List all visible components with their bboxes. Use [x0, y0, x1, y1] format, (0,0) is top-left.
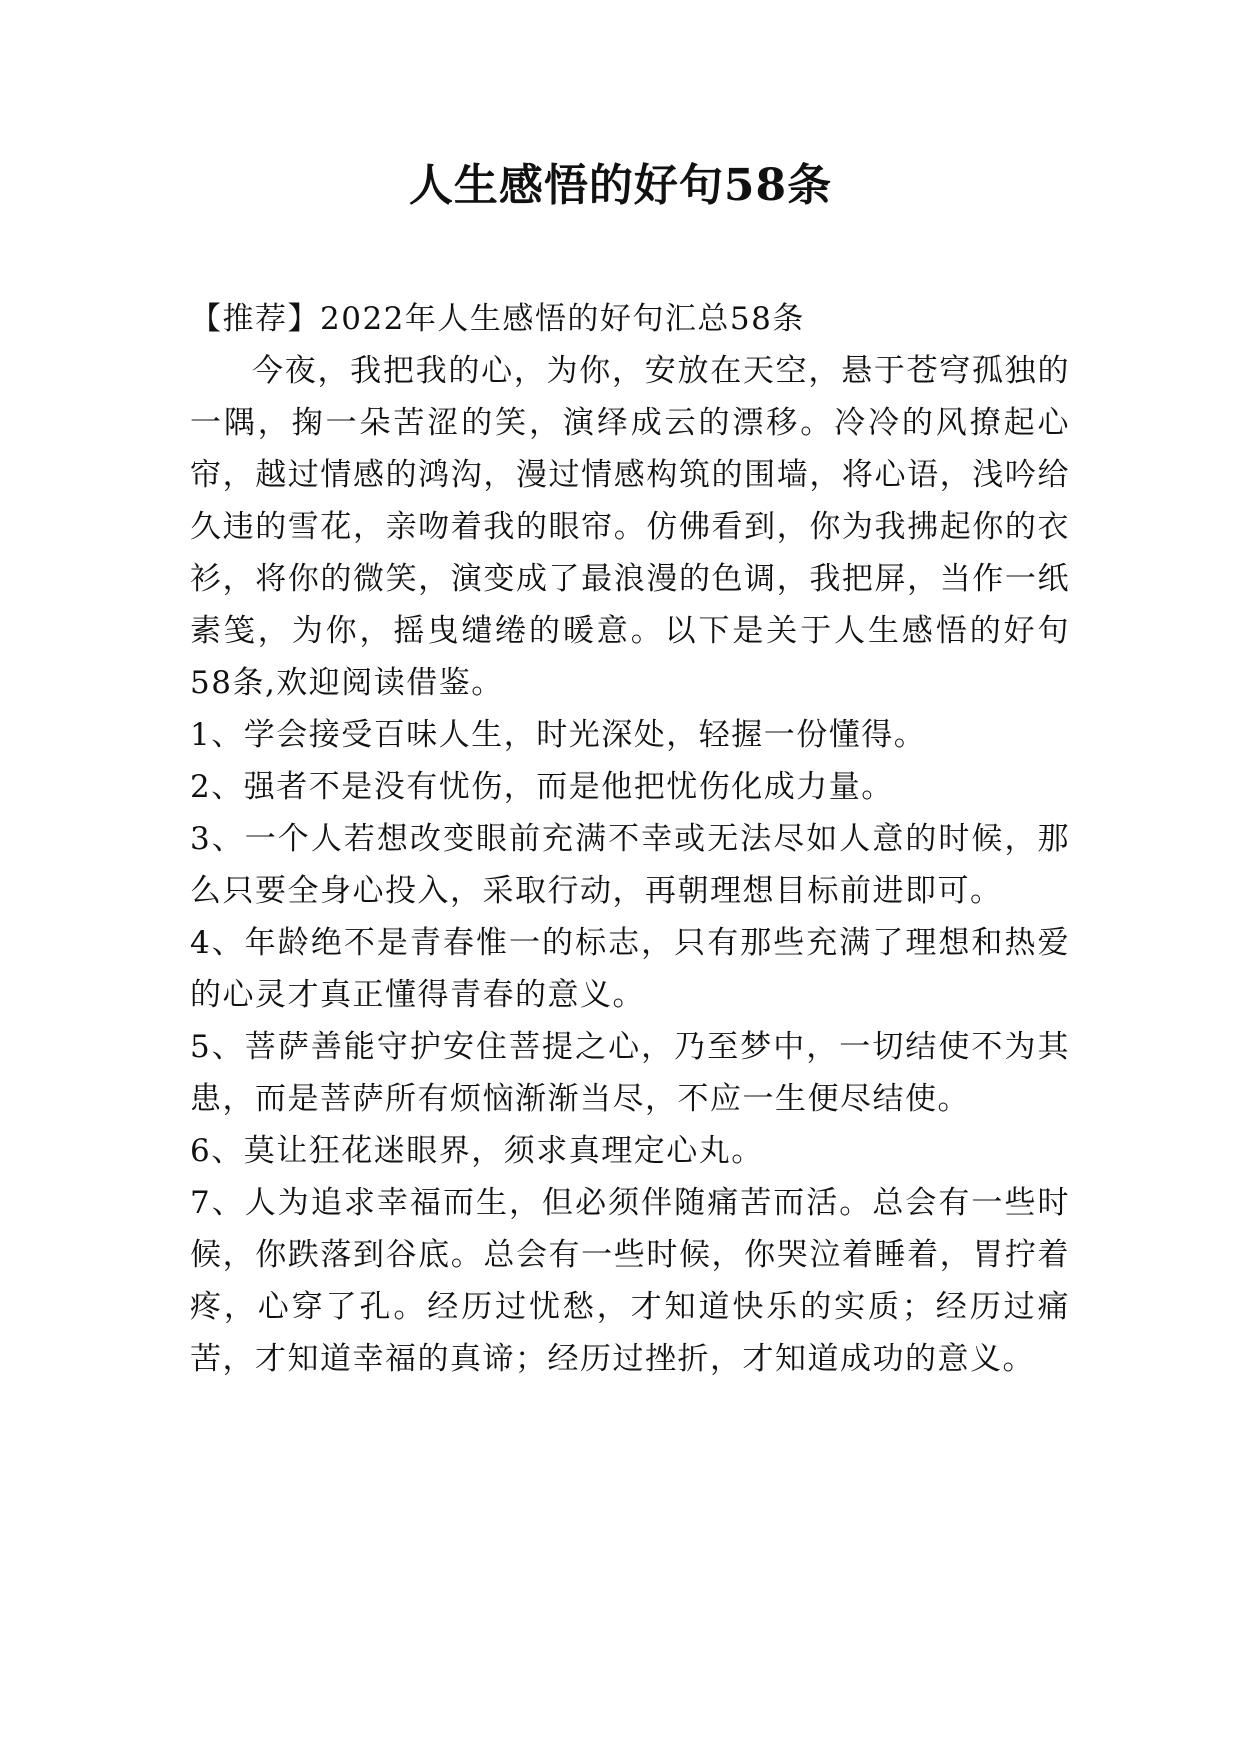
- list-item: 6、莫让狂花迷眼界，须求真理定心丸。: [190, 1133, 764, 1169]
- list-item: 4、年龄绝不是青春惟一的标志，只有那些充满了理想和热爱的心灵才真正懂得青春的意义。: [190, 925, 1070, 1013]
- list-item: 3、一个人若想改变眼前充满不幸或无法尽如人意的时候，那么只要全身心投入，采取行动，再朝理想目标前进即可。: [190, 821, 1070, 909]
- list-item: 5、菩萨善能守护安住菩提之心，乃至梦中，一切结使不为其患，而是菩萨所有烦恼渐渐当尽，不应一生便尽结使。: [190, 1029, 1070, 1117]
- document-title: 人生感悟的好句58条: [408, 160, 833, 211]
- list-item: 2、强者不是没有忧伤，而是他把忧伤化成力量。: [190, 769, 894, 805]
- list-item: 7、人为追求幸福而生，但必须伴随痛苦而活。总会有一些时候，你跌落到谷底。总会有一些时候，你哭泣着睡着，胃拧着疼，心穿了孔。经历过忧愁，才知道快乐的实质；经历过痛苦，才知道幸福的真谛；经历过挫折，才知道成功的意义。: [190, 1185, 1070, 1377]
- intro-paragraph: 今夜，我把我的心，为你，安放在天空，悬于苍穹孤独的一隅，掬一朵苦涩的笑，演绎成云的漂移。冷冷的风撩起心帘，越过情感的鸿沟，漫过情感构筑的围墙，将心语，浅吟给久违的雪花，亲吻着我的眼帘。仿佛看到，你为我拂起你的衣衫，将你的微笑，演变成了最浪漫的色调，我把屏，当作一纸素笺，为你，摇曳缱绻的暖意。以下是关于人生感悟的好句58条,欢迎阅读借鉴。: [190, 353, 1070, 701]
- list-item: 1、学会接受百味人生，时光深处，轻握一份懂得。: [190, 717, 927, 753]
- document-body: [190, 293, 1070, 1385]
- document-subtitle: 【推荐】2022年人生感悟的好句汇总58条: [190, 301, 805, 337]
